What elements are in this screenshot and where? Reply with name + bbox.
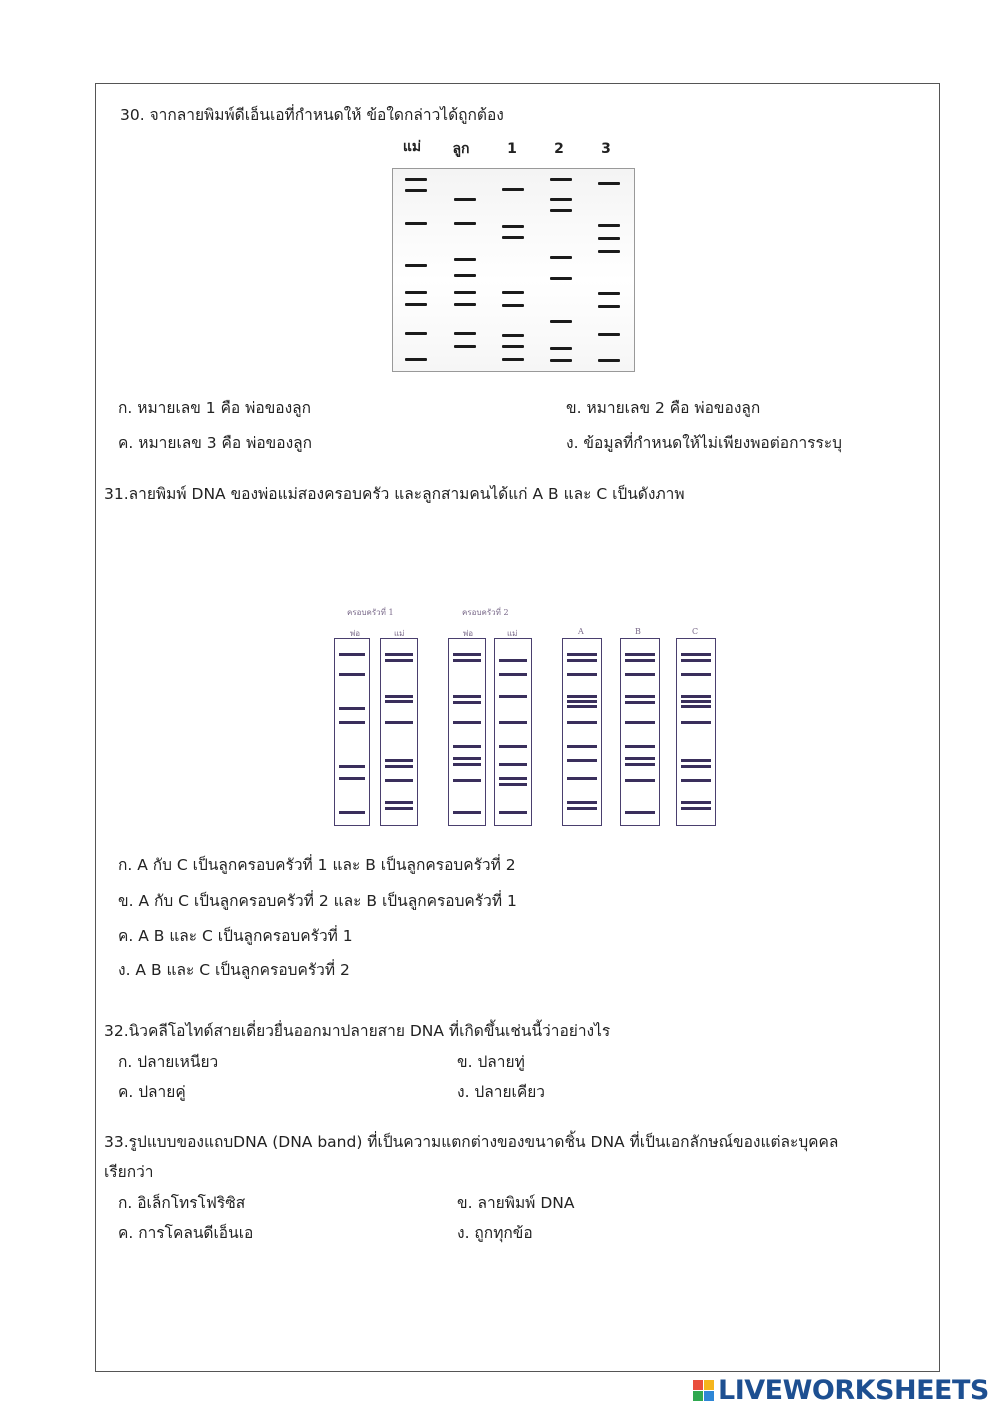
gel-band [502, 358, 524, 361]
strip-band [681, 807, 711, 810]
strip-band [625, 695, 655, 698]
gel-band [405, 332, 427, 335]
q32-choice-c[interactable]: ค. ปลายคู่ [118, 1083, 186, 1101]
strip-band [681, 721, 711, 724]
gel-band [502, 345, 524, 348]
gel-band [550, 178, 572, 181]
q31-strip-child-b [620, 638, 660, 826]
q31-choice-a[interactable]: ก. A กับ C เป็นลูกครอบครัวที่ 1 และ B เป็นลูกครอบครัวที่ 2 [118, 856, 516, 874]
gel-band [550, 198, 572, 201]
strip-band [339, 777, 365, 780]
q30-lane-2: 2 [554, 141, 564, 157]
q33-choice-d[interactable]: ง. ถูกทุกข้อ [457, 1224, 533, 1242]
gel-band [454, 198, 476, 201]
strip-band [453, 721, 481, 724]
q31-child-c-label: C [692, 627, 699, 636]
strip-band [625, 673, 655, 676]
strip-band [681, 700, 711, 703]
gel-band [502, 225, 524, 228]
strip-band [339, 653, 365, 656]
gel-band [550, 209, 572, 212]
gel-band [405, 303, 427, 306]
q33-choice-c[interactable]: ค. การโคลนดีเอ็นเอ [118, 1224, 254, 1242]
strip-band [681, 801, 711, 804]
q31-f1-mother-label: แม่ [394, 629, 405, 638]
strip-band [385, 653, 413, 656]
strip-band [385, 801, 413, 804]
strip-band [681, 779, 711, 782]
strip-band [681, 659, 711, 662]
gel-band [502, 236, 524, 239]
q31-strip-f2-mother [494, 638, 532, 826]
strip-band [499, 763, 527, 766]
strip-band [567, 695, 597, 698]
strip-band [339, 673, 365, 676]
q33-choice-b[interactable]: ข. ลายพิมพ์ DNA [457, 1194, 575, 1212]
q31-family1-label: ครอบครัวที่ 1 [347, 608, 394, 617]
gel-band [550, 347, 572, 350]
q30-choice-c[interactable]: ค. หมายเลข 3 คือ พ่อของลูก [118, 434, 313, 452]
strip-band [453, 779, 481, 782]
strip-band [567, 673, 597, 676]
strip-band [453, 653, 481, 656]
strip-band [681, 653, 711, 656]
gel-band [454, 345, 476, 348]
gel-band [405, 358, 427, 361]
q30-lane-1: 1 [507, 141, 517, 157]
strip-band [385, 759, 413, 762]
strip-band [453, 659, 481, 662]
q32-question: 32.นิวคลีโอไทด์สายเดี่ยวยื่นออกมาปลายสาย DNA ที่เกิดขึ้นเช่นนี้ว่าอย่างไร [104, 1022, 611, 1040]
strip-band [625, 721, 655, 724]
q31-choice-b[interactable]: ข. A กับ C เป็นลูกครอบครัวที่ 2 และ B เป็นลูกครอบครัวที่ 1 [118, 892, 517, 910]
strip-band [453, 701, 481, 704]
strip-band [499, 811, 527, 814]
q32-choice-b[interactable]: ข. ปลายทู่ [457, 1053, 525, 1071]
q31-strip-f1-father [334, 638, 370, 826]
gel-band [598, 237, 620, 240]
gel-band [502, 291, 524, 294]
strip-band [499, 783, 527, 786]
strip-band [385, 779, 413, 782]
strip-band [499, 659, 527, 662]
gel-band [454, 258, 476, 261]
strip-band [339, 811, 365, 814]
strip-band [499, 673, 527, 676]
strip-band [625, 757, 655, 760]
strip-band [567, 721, 597, 724]
gel-band [598, 359, 620, 362]
strip-band [625, 659, 655, 662]
q31-family2-label: ครอบครัวที่ 2 [462, 608, 509, 617]
strip-band [567, 759, 597, 762]
strip-band [453, 811, 481, 814]
gel-band [405, 264, 427, 267]
strip-band [681, 765, 711, 768]
gel-band [598, 292, 620, 295]
gel-band [405, 222, 427, 225]
strip-band [339, 707, 365, 710]
gel-band [502, 188, 524, 191]
q31-child-a-label: A [578, 627, 584, 636]
q31-strip-f2-father [448, 638, 486, 826]
strip-band [339, 765, 365, 768]
q30-choice-d[interactable]: ง. ข้อมูลที่กำหนดให้ไม่เพียงพอต่อการระบุ [566, 434, 842, 452]
gel-band [454, 274, 476, 277]
strip-band [385, 700, 413, 703]
strip-band [453, 763, 481, 766]
strip-band [499, 745, 527, 748]
strip-band [567, 705, 597, 708]
gel-band [598, 333, 620, 336]
gel-band [598, 182, 620, 185]
strip-band [499, 721, 527, 724]
gel-band [550, 277, 572, 280]
q31-f2-mother-label: แม่ [507, 629, 518, 638]
strip-band [567, 807, 597, 810]
strip-band [499, 695, 527, 698]
gel-band [405, 291, 427, 294]
q33-question-line1: 33.รูปแบบของแถบDNA (DNA band) ที่เป็นความแตกต่างของขนาดชิ้น DNA ที่เป็นเอกลักษณ์ของแต่ละบุคคล [104, 1133, 839, 1151]
gel-band [454, 303, 476, 306]
strip-band [453, 695, 481, 698]
q30-dna-gel [392, 168, 635, 372]
strip-band [681, 705, 711, 708]
q31-strip-f1-mother [380, 638, 418, 826]
q30-lane-mother: แม่ [402, 139, 422, 155]
strip-band [385, 765, 413, 768]
gel-band [598, 305, 620, 308]
q31-choice-c[interactable]: ค. A B และ C เป็นลูกครอบครัวที่ 1 [118, 927, 353, 945]
gel-band [454, 332, 476, 335]
q30-question: 30. จากลายพิมพ์ดีเอ็นเอที่กำหนดให้ ข้อใดกล่าวได้ถูกต้อง [120, 106, 504, 124]
strip-band [681, 759, 711, 762]
q31-f2-father-label: พ่อ [463, 629, 474, 638]
strip-band [625, 701, 655, 704]
strip-band [385, 659, 413, 662]
strip-band [567, 777, 597, 780]
gel-band [405, 178, 427, 181]
gel-band [502, 334, 524, 337]
gel-band [454, 222, 476, 225]
q30-choice-a[interactable]: ก. หมายเลข 1 คือ พ่อของลูก [118, 399, 312, 417]
q31-strip-child-a [562, 638, 602, 826]
strip-band [567, 653, 597, 656]
q31-f1-father-label: พ่อ [350, 629, 361, 638]
strip-band [453, 757, 481, 760]
q32-choice-d[interactable]: ง. ปลายเคียว [457, 1083, 545, 1101]
strip-band [625, 653, 655, 656]
logo-grid-icon [693, 1380, 715, 1402]
gel-band [454, 291, 476, 294]
gel-band [598, 250, 620, 253]
liveworksheets-logo [693, 1376, 989, 1406]
strip-band [567, 745, 597, 748]
strip-band [339, 721, 365, 724]
strip-band [567, 700, 597, 703]
strip-band [625, 811, 655, 814]
strip-band [385, 695, 413, 698]
q31-strip-child-c [676, 638, 716, 826]
q30-lane-child: ลูก [452, 141, 470, 157]
q33-question-line2: เรียกว่า [104, 1163, 154, 1181]
gel-band [598, 224, 620, 227]
strip-band [567, 801, 597, 804]
q32-choice-a[interactable]: ก. ปลายเหนียว [118, 1053, 219, 1071]
q31-child-b-label: B [635, 627, 641, 636]
gel-band [405, 189, 427, 192]
gel-band [550, 256, 572, 259]
logo-text: LIVEWORKSHEETS [718, 1375, 989, 1406]
q31-question: 31.ลายพิมพ์ DNA ของพ่อแม่สองครอบครัว และลูกสามคนได้แก่ A B และ C เป็นดังภาพ [104, 485, 685, 503]
q30-choice-b[interactable]: ข. หมายเลข 2 คือ พ่อของลูก [566, 399, 761, 417]
strip-band [625, 763, 655, 766]
gel-band [550, 320, 572, 323]
strip-band [499, 777, 527, 780]
strip-band [385, 807, 413, 810]
strip-band [625, 779, 655, 782]
strip-band [453, 745, 481, 748]
strip-band [567, 659, 597, 662]
strip-band [681, 695, 711, 698]
strip-band [681, 673, 711, 676]
strip-band [625, 745, 655, 748]
q31-choice-d[interactable]: ง. A B และ C เป็นลูกครอบครัวที่ 2 [118, 961, 350, 979]
strip-band [385, 721, 413, 724]
gel-band [502, 304, 524, 307]
q33-choice-a[interactable]: ก. อิเล็กโทรโฟริซิส [118, 1194, 246, 1212]
gel-band [550, 359, 572, 362]
q30-lane-3: 3 [601, 141, 611, 157]
